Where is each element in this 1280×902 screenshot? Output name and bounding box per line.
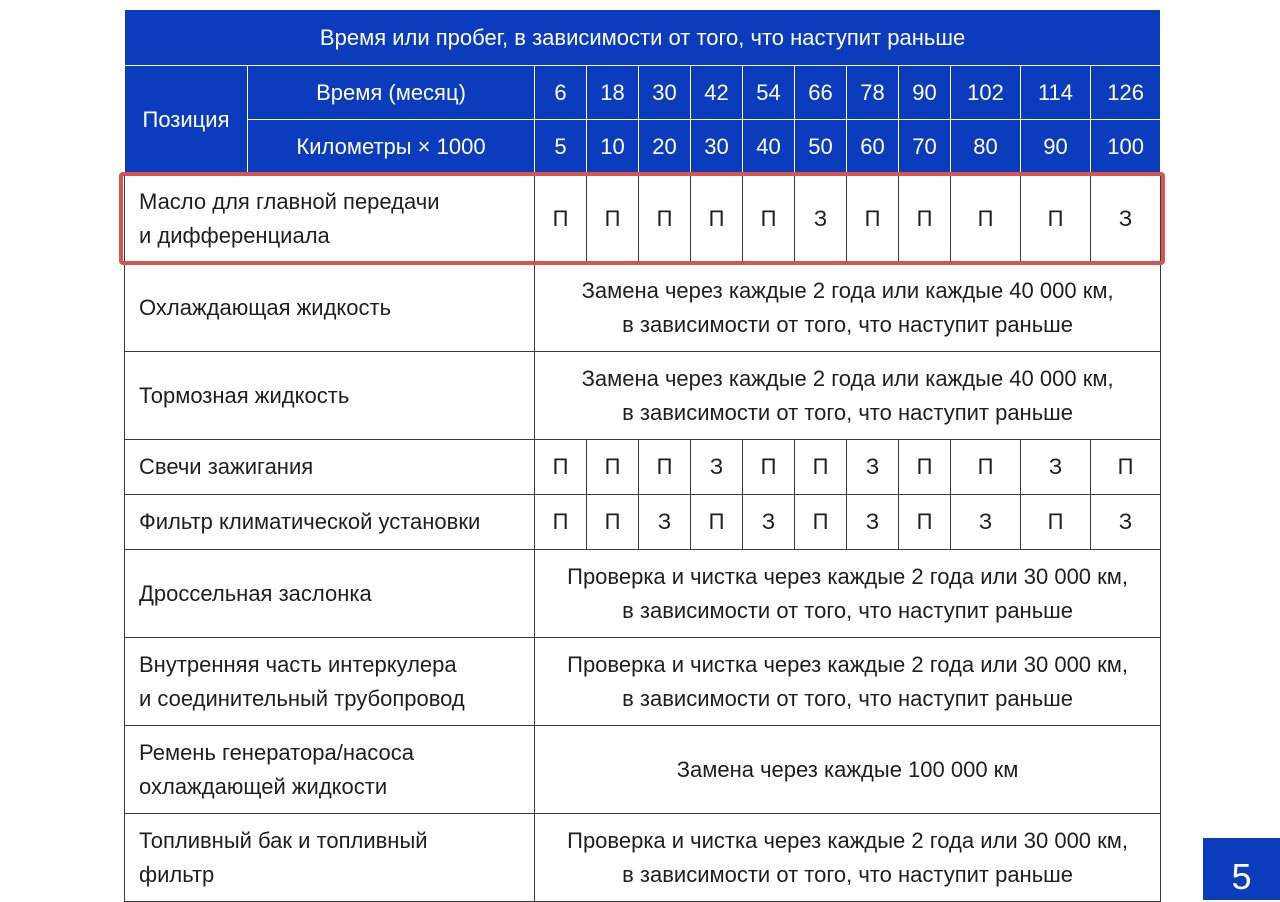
km-cell: 70 — [899, 120, 951, 174]
month-cell: 54 — [743, 66, 795, 120]
item-name-line: Тормозная жидкость — [139, 382, 350, 408]
item-name-line: Ремень генератора/насоса — [139, 739, 414, 765]
service-code-cell: З — [1021, 440, 1091, 495]
months-row — [125, 66, 1161, 120]
month-cell: 18 — [587, 66, 639, 120]
month-cell: 78 — [847, 66, 899, 120]
km-cell: 90 — [1021, 120, 1091, 174]
service-note — [535, 550, 1161, 638]
item-name-line: Масло для главной передачи — [139, 188, 440, 214]
item-name-line: фильтр — [139, 861, 215, 887]
month-cell: 114 — [1021, 66, 1091, 120]
table-row — [125, 352, 1161, 440]
table-row — [125, 726, 1161, 814]
km-cell: 30 — [691, 120, 743, 174]
service-note-line: Замена через каждые 2 года или каждые 40 000 км, — [581, 365, 1114, 391]
service-note-line: Замена через каждые 2 года или каждые 40 000 км, — [581, 277, 1114, 303]
service-code-cell: З — [795, 174, 847, 264]
service-code-cell: П — [1091, 440, 1161, 495]
item-name — [125, 638, 535, 726]
item-name — [125, 174, 535, 264]
service-code-cell: П — [899, 174, 951, 264]
item-name — [125, 726, 535, 814]
table-row — [125, 814, 1161, 902]
service-code-cell: З — [639, 495, 691, 550]
service-code-cell: З — [691, 440, 743, 495]
km-cell: 5 — [535, 120, 587, 174]
item-name — [125, 352, 535, 440]
item-name-line: Дроссельная заслонка — [139, 580, 372, 606]
km-cell: 100 — [1091, 120, 1161, 174]
service-note-line: в зависимости от того, что наступит раньше — [622, 685, 1074, 711]
month-cell: 42 — [691, 66, 743, 120]
service-code-cell: З — [847, 440, 899, 495]
service-code-cell: П — [535, 495, 587, 550]
maintenance-schedule-table — [124, 9, 1161, 902]
service-code-cell: П — [535, 440, 587, 495]
service-code-cell: П — [847, 174, 899, 264]
service-code-cell: П — [639, 174, 691, 264]
table-row — [125, 495, 1161, 550]
km-cell: 50 — [795, 120, 847, 174]
month-cell: 126 — [1091, 66, 1161, 120]
service-code-cell: П — [743, 440, 795, 495]
page-number: 5 — [1231, 856, 1252, 897]
page-number-badge — [1203, 838, 1280, 900]
service-code-cell: П — [587, 440, 639, 495]
service-code-cell: П — [951, 440, 1021, 495]
service-code-cell: П — [691, 495, 743, 550]
service-code-cell: П — [639, 440, 691, 495]
item-name — [125, 550, 535, 638]
service-note-line: Проверка и чистка через каждые 2 года или 30 000 км, — [567, 827, 1129, 853]
service-code-cell: П — [899, 495, 951, 550]
table-row — [125, 440, 1161, 495]
service-note-line: в зависимости от того, что наступит раньше — [622, 399, 1074, 425]
km-row — [125, 120, 1161, 174]
item-name — [125, 495, 535, 550]
table-row — [125, 264, 1161, 352]
item-name-line: охлаждающей жидкости — [139, 773, 388, 799]
item-name-line: Топливный бак и топливный — [139, 827, 428, 853]
table-header — [125, 10, 1161, 174]
service-code-cell: З — [847, 495, 899, 550]
item-name-line: и дифференциала — [139, 222, 330, 248]
km-cell: 10 — [587, 120, 639, 174]
service-note — [535, 726, 1161, 814]
item-name-line: и соединительный трубопровод — [139, 685, 465, 711]
service-code-cell: П — [899, 440, 951, 495]
item-name-line: Свечи зажигания — [139, 454, 314, 479]
service-code-cell: П — [795, 495, 847, 550]
month-cell: 66 — [795, 66, 847, 120]
service-note — [535, 814, 1161, 902]
item-name-line: Фильтр климатической установки — [139, 509, 481, 534]
service-code-cell: З — [951, 495, 1021, 550]
table-title: Время или пробег, в зависимости от того, что наступит раньше — [125, 10, 1161, 66]
item-name — [125, 440, 535, 495]
month-cell: 102 — [951, 66, 1021, 120]
km-cell: 20 — [639, 120, 691, 174]
service-note — [535, 638, 1161, 726]
km-cell: 80 — [951, 120, 1021, 174]
km-cell: 40 — [743, 120, 795, 174]
service-code-cell: З — [1091, 495, 1161, 550]
service-code-cell: П — [691, 174, 743, 264]
service-note — [535, 352, 1161, 440]
time-header: Время (месяц) — [248, 66, 535, 120]
km-header: Километры × 1000 — [248, 120, 535, 174]
table-row — [125, 550, 1161, 638]
service-note-line: Замена через каждые 100 000 км — [676, 756, 1019, 782]
service-note-line: Проверка и чистка через каждые 2 года или 30 000 км, — [567, 651, 1129, 677]
item-name — [125, 814, 535, 902]
month-cell: 90 — [899, 66, 951, 120]
table-row — [125, 638, 1161, 726]
table-body — [125, 174, 1161, 902]
service-note-line: в зависимости от того, что наступит раньше — [622, 597, 1074, 623]
month-cell: 6 — [535, 66, 587, 120]
service-code-cell: П — [1021, 495, 1091, 550]
table-row — [125, 174, 1161, 264]
service-code-cell: П — [795, 440, 847, 495]
service-note-line: в зависимости от того, что наступит раньше — [622, 311, 1074, 337]
month-cell: 30 — [639, 66, 691, 120]
position-header: Позиция — [125, 66, 248, 174]
service-note — [535, 264, 1161, 352]
service-code-cell: П — [587, 495, 639, 550]
service-note-line: в зависимости от того, что наступит раньше — [622, 861, 1074, 887]
service-code-cell: З — [1091, 174, 1161, 264]
item-name-line: Внутренняя часть интеркулера — [139, 651, 457, 677]
service-code-cell: П — [535, 174, 587, 264]
item-name-line: Охлаждающая жидкость — [139, 294, 392, 320]
km-cell: 60 — [847, 120, 899, 174]
service-note-line: Проверка и чистка через каждые 2 года или 30 000 км, — [567, 563, 1129, 589]
item-name — [125, 264, 535, 352]
service-code-cell: П — [1021, 174, 1091, 264]
service-code-cell: П — [743, 174, 795, 264]
service-code-cell: П — [587, 174, 639, 264]
service-code-cell: П — [951, 174, 1021, 264]
service-code-cell: З — [743, 495, 795, 550]
